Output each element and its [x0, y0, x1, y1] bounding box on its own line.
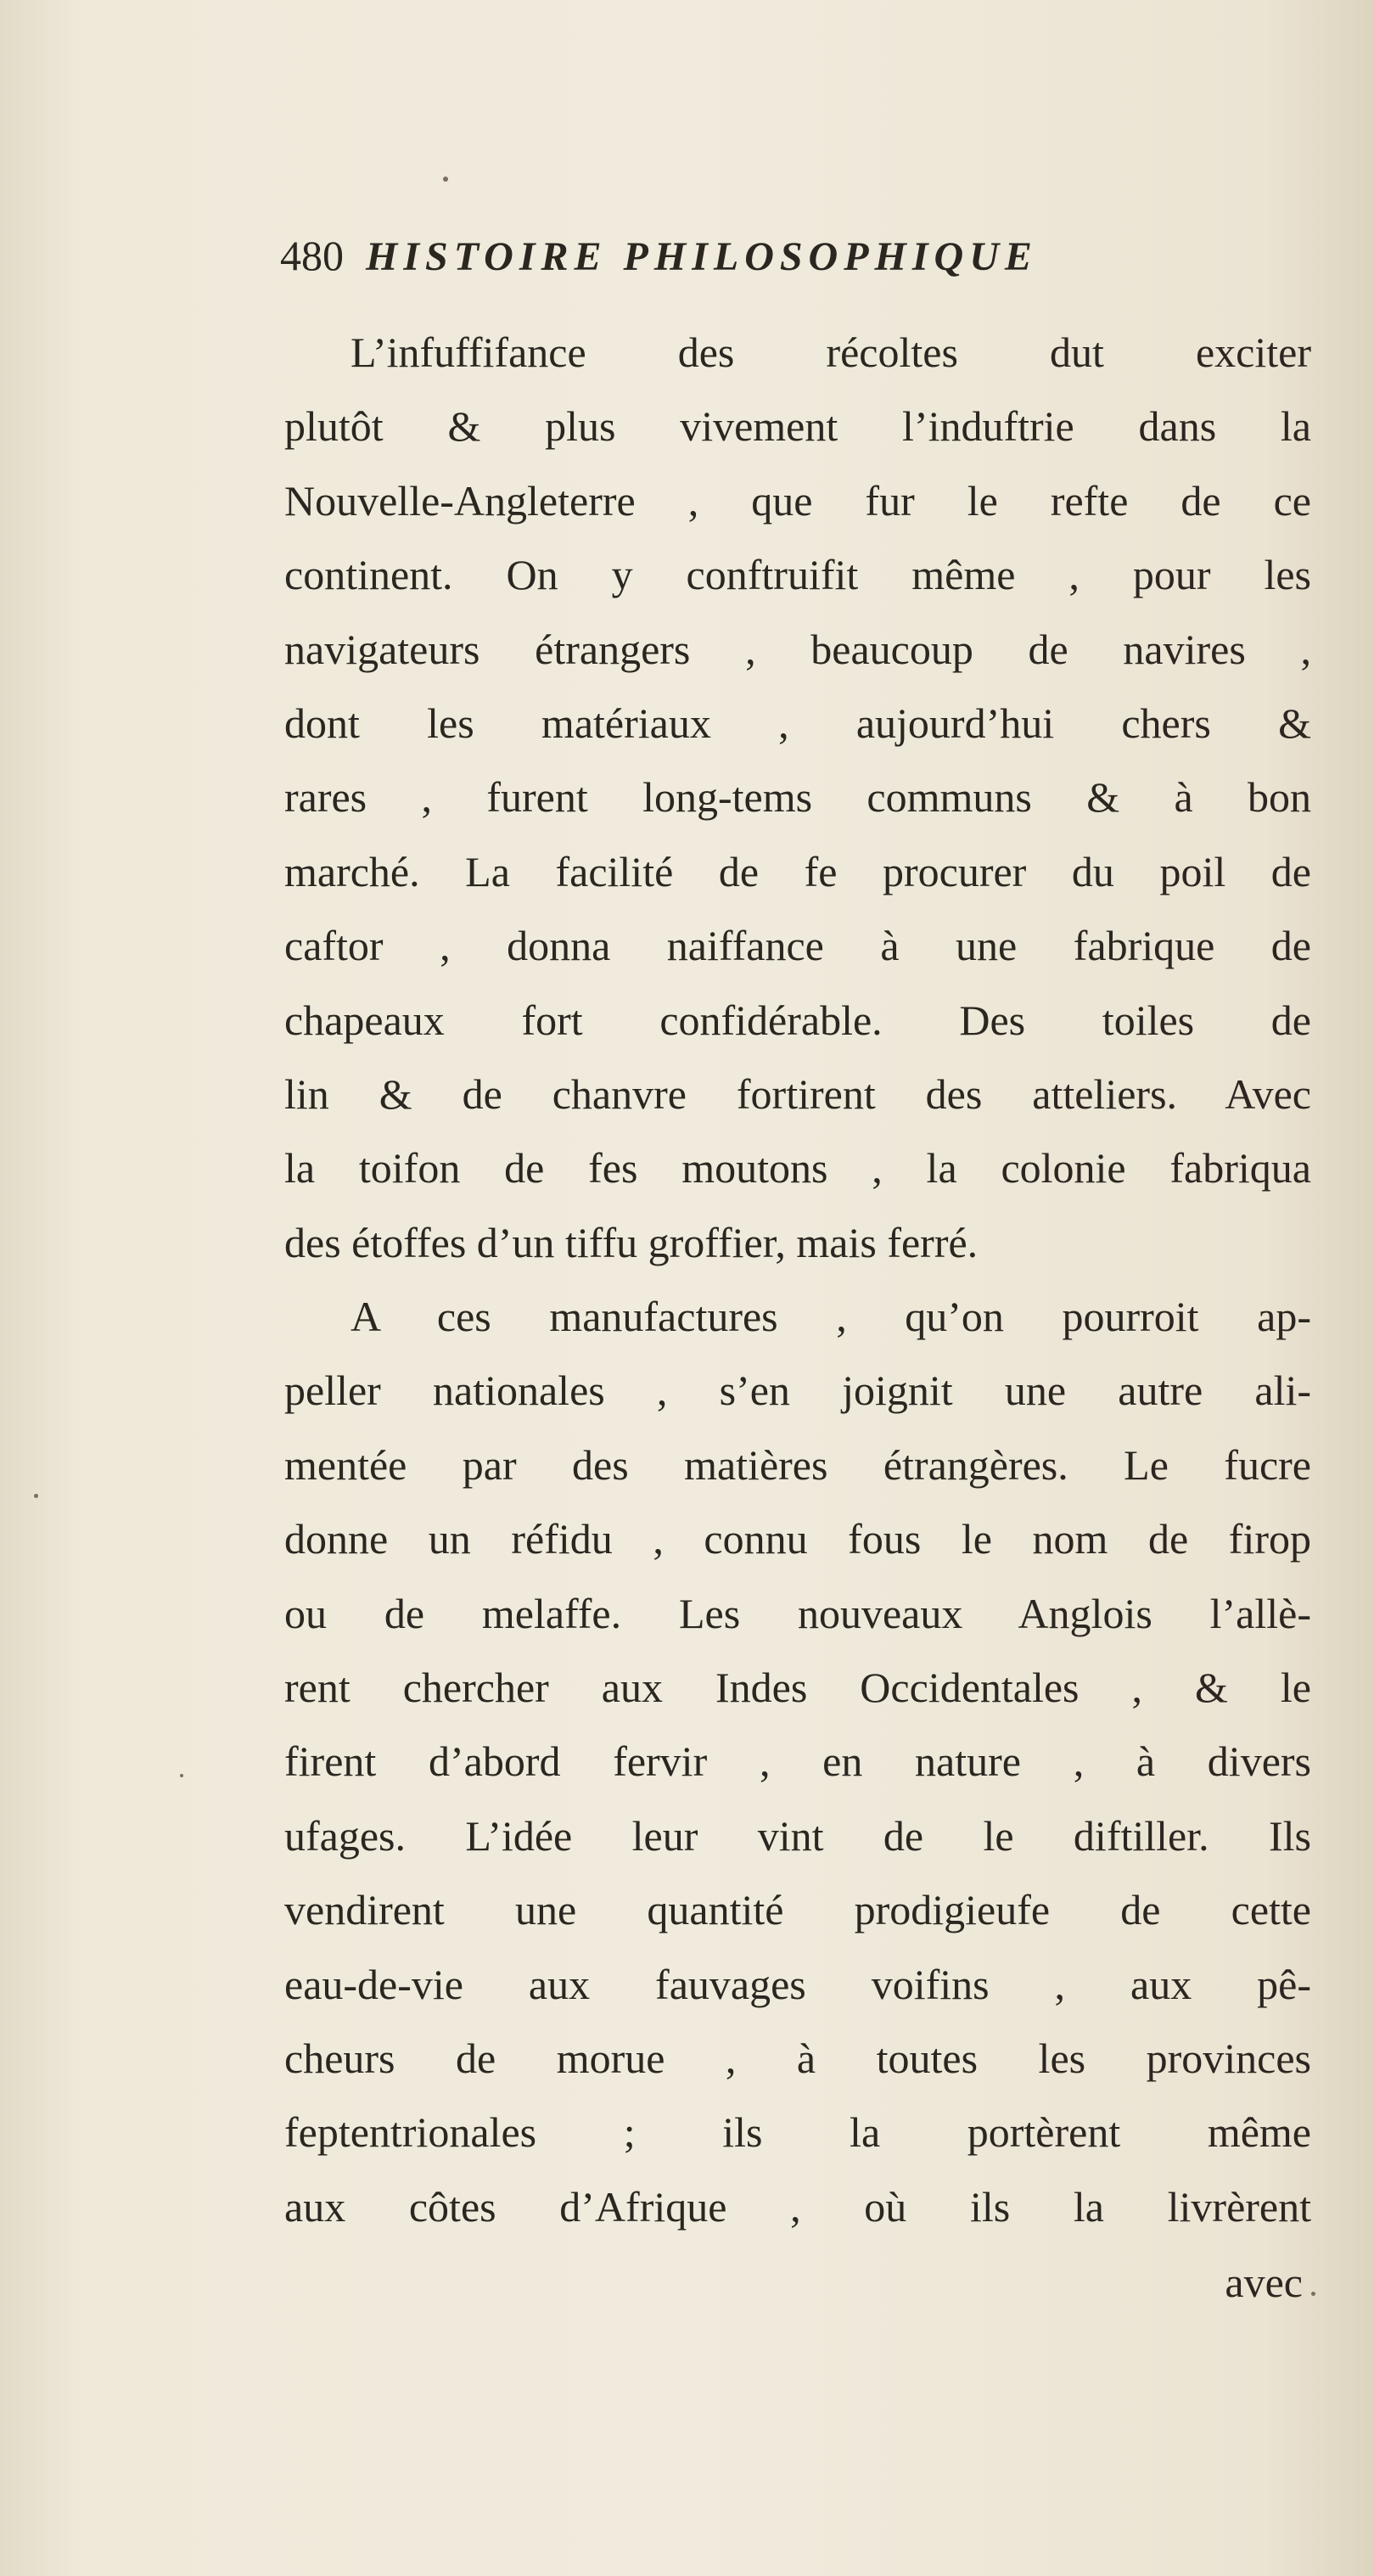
text-line: continent. On y conftruifit même , pour les: [284, 551, 1311, 599]
text-line: cheurs de morue , à toutes les provinces: [284, 2034, 1311, 2082]
text-line: Nouvelle-Angleterre , que fur le refte de ce: [284, 476, 1311, 525]
text-line: donne un réfidu , connu fous le nom de firop: [284, 1515, 1311, 1563]
running-title: HISTOIRE PHILOSOPHIQUE: [366, 234, 1038, 279]
text-line: firent d’abord fervir , en nature , à divers: [284, 1737, 1311, 1786]
text-line: eau-de-vie aux fauvages voifins , aux pê-: [284, 1960, 1311, 2008]
text-line: lin & de chanvre fortirent des atteliers. Avec: [284, 1069, 1311, 1118]
text-line: la toifon de fes moutons , la colonie fabriqua: [284, 1144, 1311, 1193]
text-line: mentée par des matières étrangères. Le fucre: [284, 1440, 1311, 1489]
page-number: 480: [280, 232, 344, 279]
text-line: rares , furent long-tems communs & à bon: [284, 773, 1311, 822]
text-line: marché. La facilité de fe procurer du poil de: [284, 847, 1311, 895]
paragraph-1: [284, 316, 1311, 1280]
body-text: [284, 316, 1311, 2244]
text-line: peller nationales , s’en joignit une autre ali-: [284, 1367, 1311, 1415]
text-line: vendirent une quantité prodigieufe de cette: [284, 1886, 1311, 1934]
catchword: avec: [1225, 2259, 1303, 2306]
text-line: chapeaux fort confidérable. Des toiles de: [284, 996, 1311, 1044]
text-line: ou de melaffe. Les nouveaux Anglois l’allè-: [284, 1589, 1311, 1637]
text-line: ufages. L’idée leur vint de le diftiller. Ils: [284, 1811, 1311, 1860]
page-header: [280, 231, 1324, 307]
text-line: L’infuffifance des récoltes dut exciter: [351, 328, 1311, 376]
text-line: navigateurs étrangers , beaucoup de navires ,: [284, 625, 1311, 673]
text-line: plutôt & plus vivement l’induftrie dans la: [284, 402, 1311, 451]
paragraph-2: [284, 1280, 1311, 2244]
text-line: caftor , donna naiffance à une fabrique de: [284, 922, 1311, 970]
text-line: A ces manufactures , qu’on pourroit ap-: [351, 1293, 1311, 1341]
text-line: des étoffes d’un tiffu groffier, mais ferré.: [284, 1218, 979, 1266]
text-line: dont les matériaux , aujourd’hui chers &: [284, 699, 1311, 747]
text-line: rent chercher aux Indes Occidentales , & le: [284, 1664, 1311, 1712]
text-line: feptentrionales ; ils la portèrent même: [284, 2108, 1311, 2157]
text-line: aux côtes d’Afrique , où ils la livrèrent: [284, 2182, 1311, 2231]
